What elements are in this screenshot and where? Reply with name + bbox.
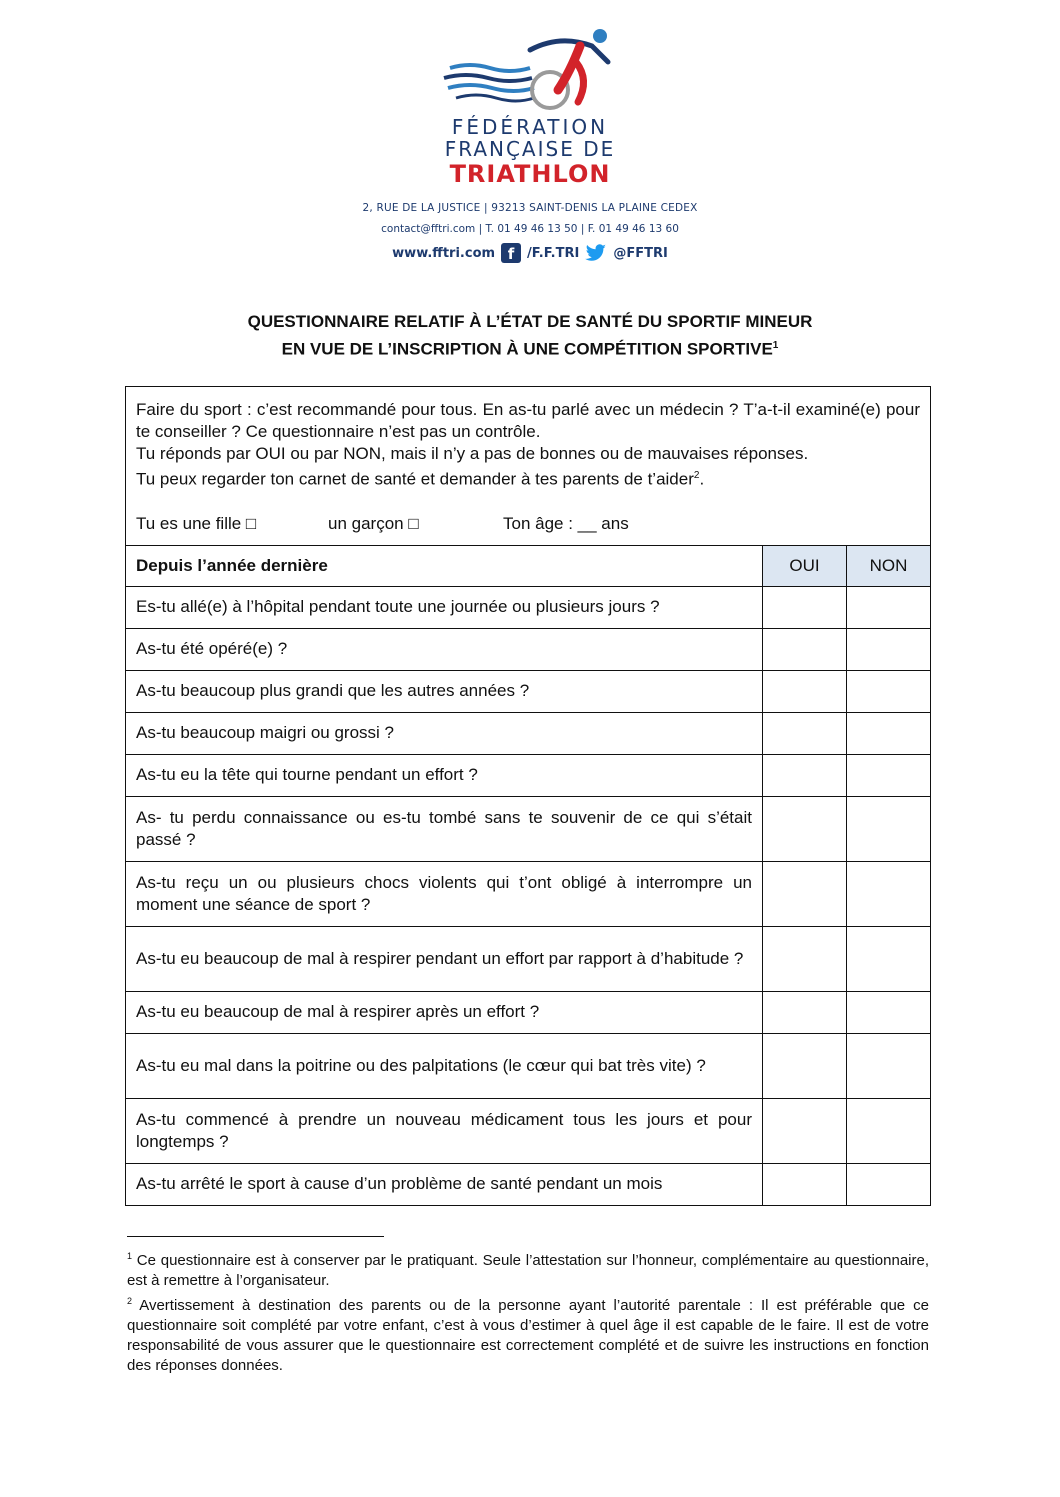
triathlon-athlete-logo-icon: [430, 22, 630, 112]
health-questionnaire-table: [125, 386, 931, 1206]
website-link[interactable]: www.fftri.com: [392, 245, 496, 261]
title-line1: QUESTIONNAIRE RELATIF À L’ÉTAT DE SANTÉ DU SPORTIF MINEUR: [247, 312, 813, 331]
age-field[interactable]: Ton âge : __ ans: [503, 513, 629, 533]
question-text: As-tu eu la tête qui tourne pendant un effort ?: [126, 754, 763, 796]
intro-text-3: [136, 465, 920, 491]
no-column-header: NON: [847, 545, 931, 586]
footnote-2: [127, 1291, 929, 1376]
question-row: [126, 754, 931, 796]
question-text: As-tu eu mal dans la poitrine ou des palpitations (le cœur qui bat très vite) ?: [126, 1033, 763, 1098]
intro-text-1: Faire du sport : c’est recommandé pour tous. En as-tu parlé avec un médecin ? T’a-t-il examiné(e) pour te conseiller ? Ce questionnaire n’est pas un contrôle.: [136, 400, 920, 441]
no-answer-box[interactable]: [847, 1098, 931, 1163]
yes-answer-box[interactable]: [763, 1098, 847, 1163]
question-row: [126, 1163, 931, 1205]
question-text: As- tu perdu connaissance ou es-tu tombé sans te souvenir de ce qui s’était passé ?: [126, 796, 763, 861]
no-answer-box[interactable]: [847, 1033, 931, 1098]
org-name-line3: TRIATHLON: [449, 160, 611, 188]
header: [0, 22, 1060, 263]
footnote-2-number: 2: [127, 1296, 133, 1306]
section-header-row: [126, 545, 931, 586]
question-text: As-tu reçu un ou plusieurs chocs violents qui t’ont obligé à interrompre un moment une séance de sport ?: [126, 861, 763, 926]
question-text: As-tu beaucoup maigri ou grossi ?: [126, 712, 763, 754]
question-row: [126, 1033, 931, 1098]
page-title: [0, 310, 1060, 362]
yes-answer-box[interactable]: [763, 926, 847, 991]
question-text: As-tu eu beaucoup de mal à respirer après un effort ?: [126, 991, 763, 1033]
no-answer-box[interactable]: [847, 926, 931, 991]
girl-checkbox[interactable]: Tu es une fille □: [136, 513, 257, 533]
facebook-icon: f: [501, 243, 521, 263]
intro-cell: [126, 387, 931, 546]
question-row: [126, 628, 931, 670]
yes-answer-box[interactable]: [763, 991, 847, 1033]
yes-answer-box[interactable]: [763, 796, 847, 861]
question-row: [126, 670, 931, 712]
org-name-line1: FÉDÉRATION: [451, 115, 609, 139]
intro-text-3-end: .: [699, 469, 705, 489]
question-text: As-tu été opéré(e) ?: [126, 628, 763, 670]
question-text: As-tu arrêté le sport à cause d’un problème de santé pendant un mois: [126, 1163, 763, 1205]
facebook-handle[interactable]: /F.F.TRI: [527, 245, 580, 261]
intro-text-3-main: Tu peux regarder ton carnet de santé et demander à tes parents de t’aider: [136, 469, 694, 489]
question-text: As-tu commencé à prendre un nouveau médicament tous les jours et pour longtemps ?: [126, 1098, 763, 1163]
twitter-icon: [585, 244, 607, 262]
intro-row: [126, 387, 931, 546]
footnote-2-text: Avertissement à destination des parents ou de la personne ayant l’autorité parentale : Il est préférable que ce questionnaire soit complété par votre enfant, c’est à vous d’estimer à quel âge il est capable de le faire. Il est de votre responsabilité de vous assurer que le questionnaire est correctement complété et de suivre les instructions en fonction des réponses données.: [127, 1297, 930, 1374]
yes-answer-box[interactable]: [763, 712, 847, 754]
yes-answer-box[interactable]: [763, 670, 847, 712]
question-text: As-tu beaucoup plus grandi que les autres années ?: [126, 670, 763, 712]
org-name-line2: FRANÇAISE DE: [444, 137, 616, 161]
intro-text-2: Tu réponds par OUI ou par NON, mais il n’y a pas de bonnes ou de mauvaises réponses.: [136, 444, 809, 463]
yes-answer-box[interactable]: [763, 586, 847, 628]
yes-answer-box[interactable]: [763, 861, 847, 926]
footnote-divider: [127, 1236, 384, 1237]
question-row: [126, 991, 931, 1033]
twitter-handle[interactable]: @FFTRI: [613, 245, 668, 261]
question-row: [126, 926, 931, 991]
question-row: [126, 796, 931, 861]
footnote-1: [127, 1246, 929, 1291]
question-row: [126, 586, 931, 628]
no-answer-box[interactable]: [847, 861, 931, 926]
org-contact: contact@fftri.com | T. 01 49 46 13 50 | F. 01 49 46 13 60: [381, 223, 679, 235]
footnote-1-text: Ce questionnaire est à conserver par le pratiquant. Seule l’attestation sur l’honneur, complémentaire au questionnaire, est à remettre à l’organisateur.: [127, 1252, 929, 1289]
org-address: 2, RUE DE LA JUSTICE | 93213 SAINT-DENIS LA PLAINE CEDEX: [362, 202, 698, 214]
yes-answer-box[interactable]: [763, 628, 847, 670]
no-answer-box[interactable]: [847, 712, 931, 754]
question-text: As-tu eu beaucoup de mal à respirer pendant un effort par rapport à d’habitude ?: [126, 926, 763, 991]
intro-footnote-ref: 2: [693, 470, 700, 481]
question-row: [126, 1098, 931, 1163]
no-answer-box[interactable]: [847, 586, 931, 628]
question-text: Es-tu allé(e) à l’hôpital pendant toute une journée ou plusieurs jours ?: [126, 586, 763, 628]
title-footnote-ref: 1: [772, 340, 779, 351]
no-answer-box[interactable]: [847, 991, 931, 1033]
footnotes: [127, 1246, 929, 1376]
no-answer-box[interactable]: [847, 796, 931, 861]
no-answer-box[interactable]: [847, 754, 931, 796]
title-line2-text: EN VUE DE L’INSCRIPTION À UNE COMPÉTITION SPORTIVE: [281, 339, 773, 359]
no-answer-box[interactable]: [847, 670, 931, 712]
social-links: [0, 243, 1060, 263]
question-row: [126, 861, 931, 926]
boy-checkbox[interactable]: un garçon □: [328, 513, 419, 533]
question-row: [126, 712, 931, 754]
identity-line: [136, 513, 920, 535]
yes-column-header: OUI: [763, 545, 847, 586]
yes-answer-box[interactable]: [763, 754, 847, 796]
no-answer-box[interactable]: [847, 628, 931, 670]
footnote-1-number: 1: [127, 1251, 133, 1261]
section-label: Depuis l’année dernière: [126, 545, 763, 586]
yes-answer-box[interactable]: [763, 1163, 847, 1205]
no-answer-box[interactable]: [847, 1163, 931, 1205]
title-line2: [0, 334, 1060, 362]
yes-answer-box[interactable]: [763, 1033, 847, 1098]
